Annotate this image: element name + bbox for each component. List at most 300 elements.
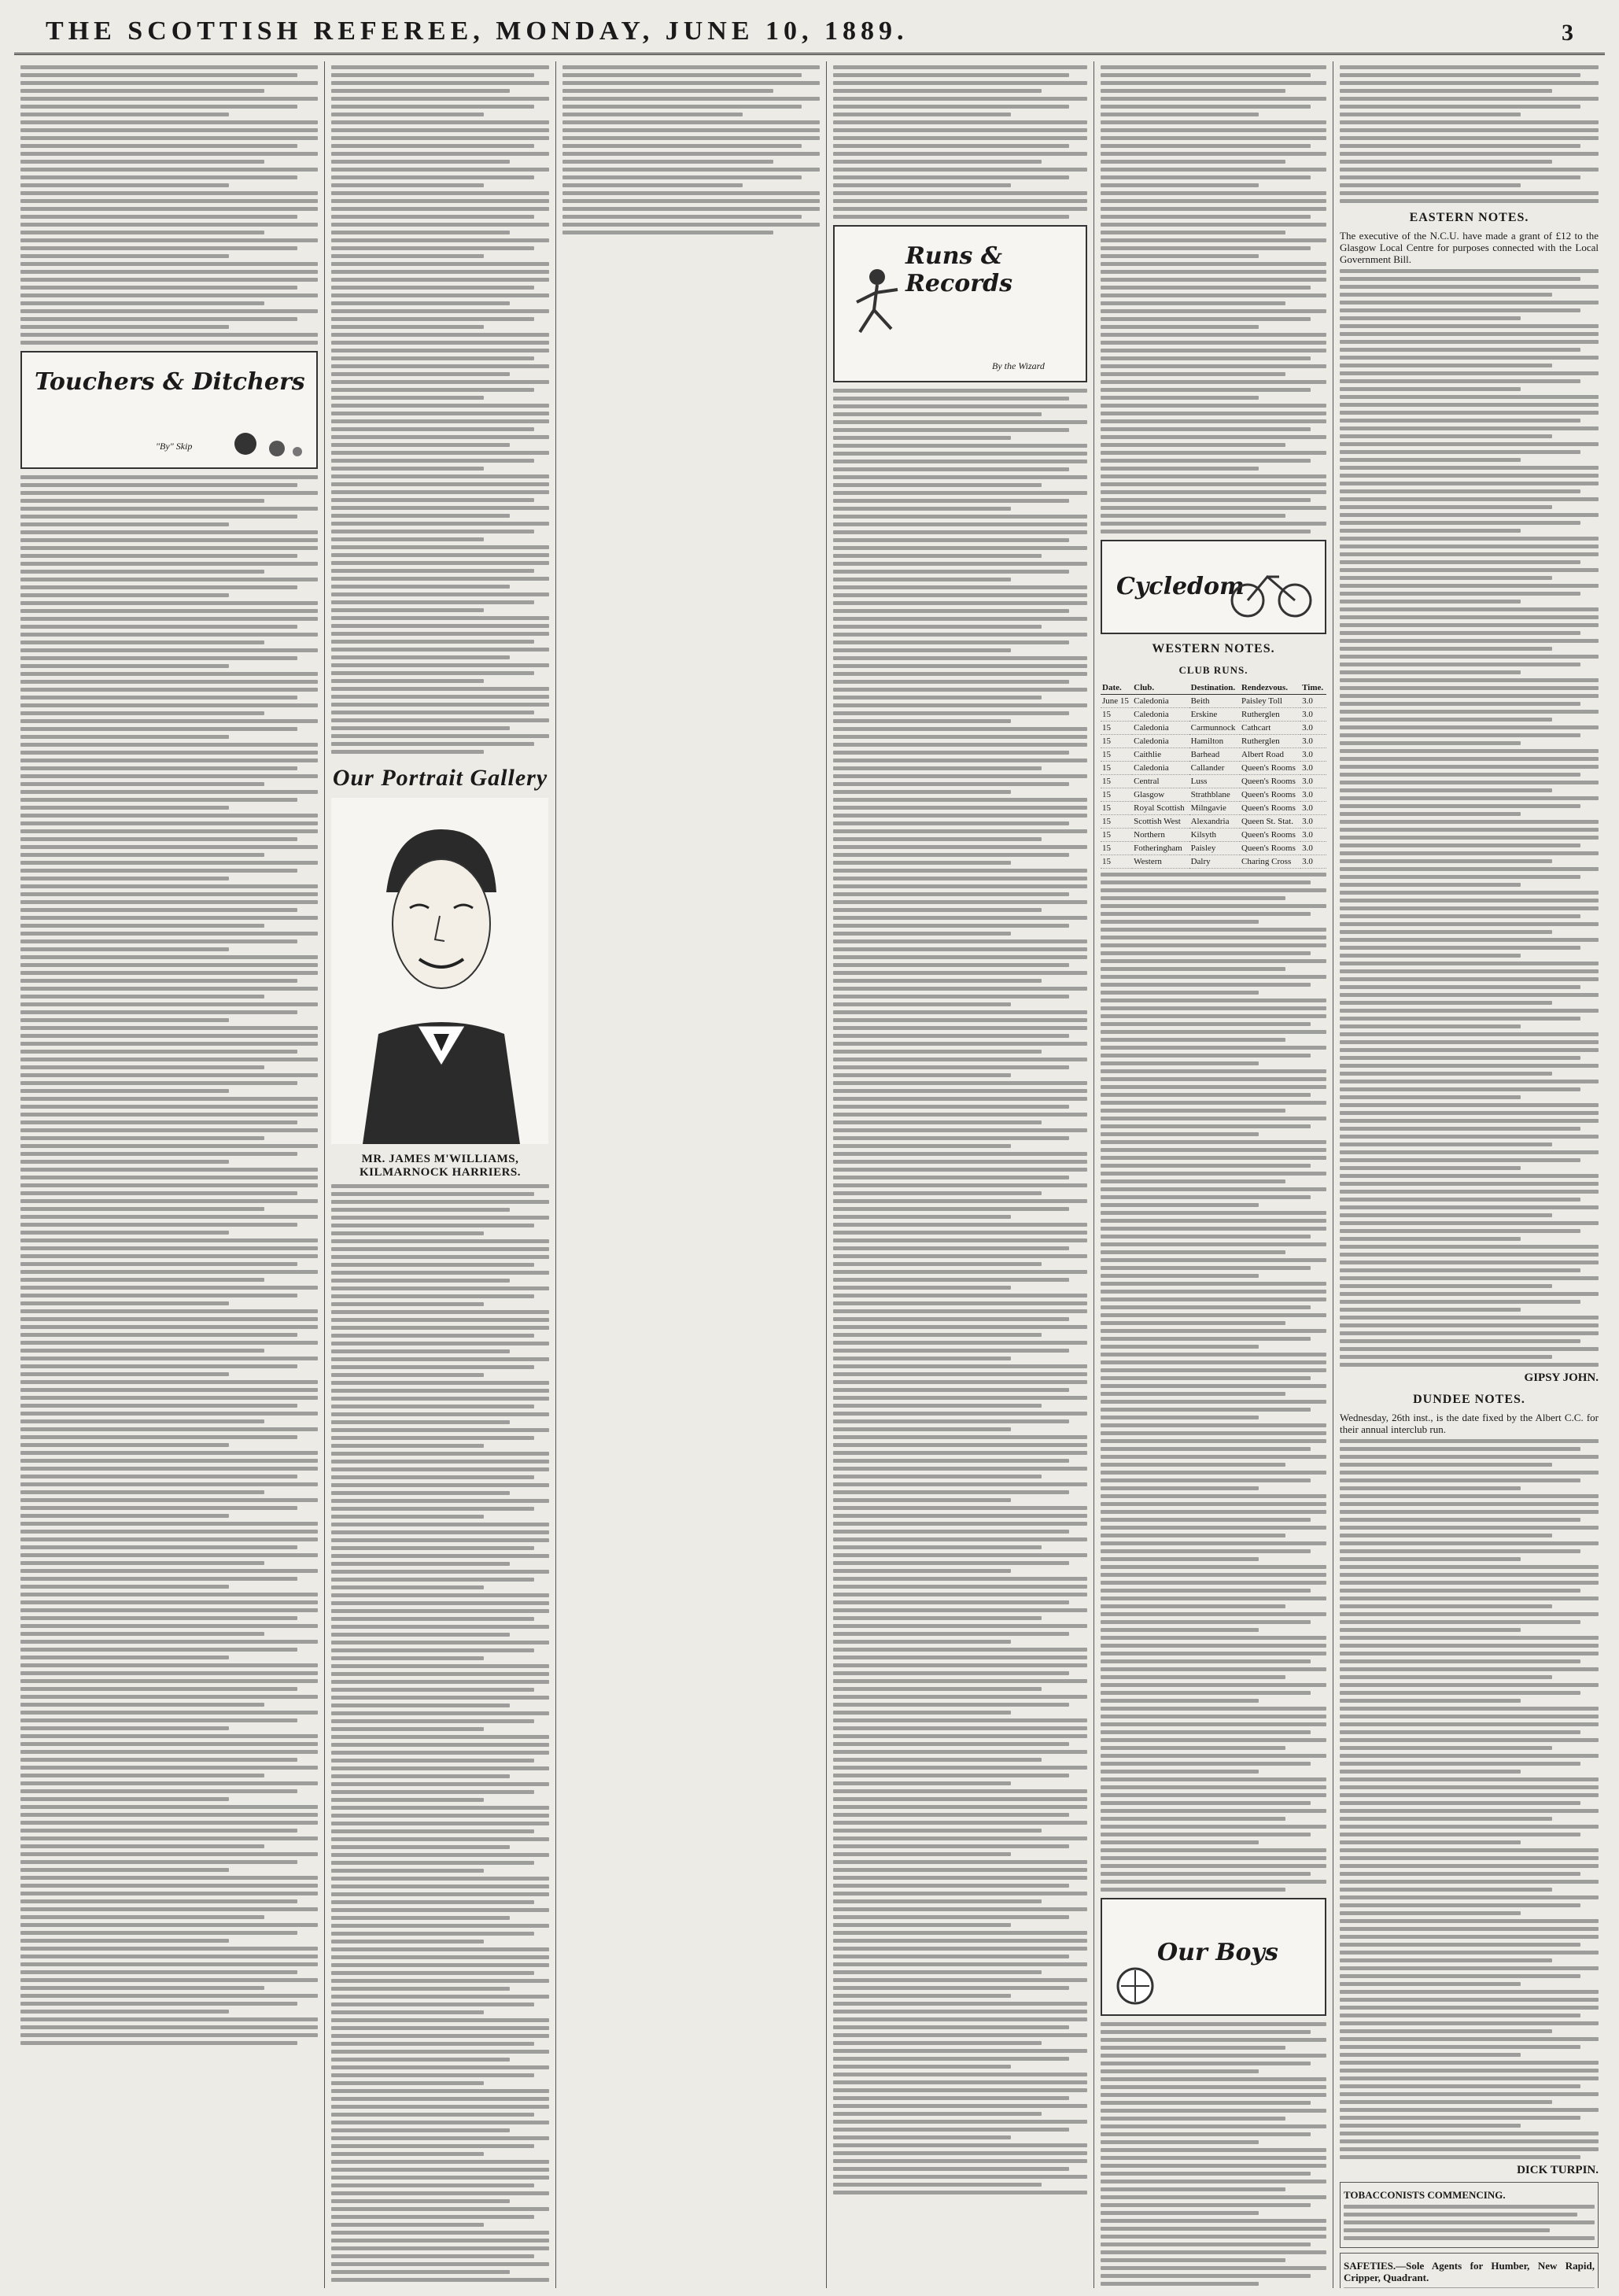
text-line xyxy=(331,1869,484,1873)
text-line xyxy=(833,2096,1069,2100)
text-line xyxy=(1101,105,1311,109)
text-line xyxy=(833,735,1087,739)
text-line xyxy=(331,1546,534,1550)
text-line xyxy=(20,168,318,172)
text-line xyxy=(833,191,1087,195)
column-2 xyxy=(324,61,555,2288)
text-line xyxy=(1340,1064,1599,1068)
text-line xyxy=(20,73,297,77)
text-line xyxy=(1101,309,1326,313)
text-line xyxy=(1101,991,1259,995)
text-line xyxy=(1101,1117,1326,1120)
text-line xyxy=(20,1191,297,1195)
text-line xyxy=(20,183,229,187)
text-line xyxy=(1101,522,1326,526)
club-runs-table xyxy=(1101,681,1326,869)
text-line xyxy=(1340,1174,1599,1178)
text-line xyxy=(1340,1111,1599,1115)
text-line xyxy=(1344,2205,1595,2209)
text-line xyxy=(1101,364,1326,368)
text-line xyxy=(20,1120,297,1124)
table-cell: 3.0 xyxy=(1300,855,1326,869)
text-line xyxy=(331,1877,549,1881)
text-line xyxy=(1101,1242,1326,1246)
text-line xyxy=(833,436,1011,440)
text-line xyxy=(20,1805,318,1809)
text-line xyxy=(20,1970,297,1974)
text-line xyxy=(1340,1730,1580,1734)
column-3 xyxy=(555,61,826,2288)
text-line xyxy=(1101,2250,1326,2254)
table-cell: Caledonia xyxy=(1132,735,1189,748)
text-line xyxy=(833,1970,1042,1974)
text-line xyxy=(20,1199,318,1203)
text-line xyxy=(1101,1762,1311,1766)
text-line xyxy=(833,995,1069,999)
text-line xyxy=(20,1254,318,1258)
text-line xyxy=(1340,2037,1599,2041)
text-line xyxy=(20,1577,297,1581)
text-line xyxy=(20,1506,297,1510)
text-line xyxy=(331,569,534,573)
text-line xyxy=(1340,1707,1599,1711)
text-line xyxy=(562,89,773,93)
text-line xyxy=(833,845,1087,849)
text-line xyxy=(833,1860,1087,1864)
western-notes-heading: WESTERN NOTES. xyxy=(1152,642,1275,655)
text-line xyxy=(1101,1518,1311,1522)
text-line xyxy=(331,2207,549,2211)
text-line xyxy=(833,1357,1011,1360)
column-4 xyxy=(826,61,1093,2288)
text-line xyxy=(20,1309,318,1313)
text-line xyxy=(1101,451,1326,455)
text-line xyxy=(1101,1652,1326,1656)
text-line xyxy=(331,711,534,714)
text-line xyxy=(1340,537,1599,541)
text-line xyxy=(20,837,297,841)
columns xyxy=(14,61,1605,2288)
bicycle-icon xyxy=(1224,557,1318,620)
text-line xyxy=(20,664,229,668)
text-line xyxy=(1101,1644,1326,1648)
text-line xyxy=(833,1270,1087,1274)
table-row xyxy=(1101,855,1326,869)
text-line xyxy=(331,128,549,132)
text-line xyxy=(1340,466,1599,470)
text-line xyxy=(833,507,1011,511)
text-line xyxy=(1340,1268,1580,1272)
text-line xyxy=(562,175,802,179)
text-line xyxy=(1340,1777,1599,1781)
text-line xyxy=(20,1545,297,1549)
text-line xyxy=(20,1333,297,1337)
text-line xyxy=(331,286,534,290)
text-line xyxy=(1101,191,1326,195)
text-line xyxy=(20,152,318,156)
text-line xyxy=(20,696,297,700)
text-line xyxy=(833,939,1087,943)
text-line xyxy=(1340,426,1599,430)
text-line xyxy=(1340,2155,1580,2159)
text-line xyxy=(833,1294,1087,1297)
text-line xyxy=(833,1994,1011,1998)
text-line xyxy=(1340,1683,1599,1687)
text-line xyxy=(1101,467,1259,471)
text-line xyxy=(833,2159,1087,2163)
text-line xyxy=(1101,498,1311,502)
text-line xyxy=(1340,1463,1552,1467)
text-line xyxy=(1340,828,1599,832)
table-cell: 3.0 xyxy=(1300,708,1326,722)
text-line xyxy=(20,1451,318,1455)
text-line xyxy=(1101,404,1326,408)
text-line xyxy=(833,1892,1087,1895)
text-line xyxy=(20,1884,318,1888)
text-line xyxy=(833,2049,1087,2053)
text-line xyxy=(20,1600,318,1604)
text-line xyxy=(1340,2124,1521,2128)
text-line xyxy=(20,301,264,305)
text-line xyxy=(331,231,510,234)
text-line xyxy=(20,1026,318,1030)
text-line xyxy=(833,869,1087,873)
text-line xyxy=(331,1452,549,1456)
text-line xyxy=(1340,796,1599,800)
text-line xyxy=(833,601,1087,605)
text-block xyxy=(1344,2205,1595,2240)
text-line xyxy=(20,735,229,739)
club-runs-heading: CLUB RUNS. xyxy=(1178,664,1248,676)
text-line xyxy=(331,1892,549,1896)
text-line xyxy=(20,1758,297,1762)
text-line xyxy=(1101,1219,1326,1223)
text-line xyxy=(833,2128,1069,2132)
text-line xyxy=(1340,2053,1521,2057)
text-line xyxy=(331,2191,549,2195)
text-line xyxy=(562,191,820,195)
text-line xyxy=(331,1971,534,1975)
text-line xyxy=(331,734,549,738)
text-line xyxy=(1340,718,1552,722)
text-line xyxy=(1340,1455,1599,1459)
text-line xyxy=(833,1640,1011,1644)
text-line xyxy=(1101,1573,1326,1577)
text-line xyxy=(20,601,318,605)
table-row xyxy=(1101,815,1326,829)
text-line xyxy=(20,1459,318,1463)
text-line xyxy=(1340,2006,1599,2010)
text-line xyxy=(1340,199,1599,203)
text-line xyxy=(20,640,264,644)
text-line xyxy=(833,404,1087,408)
text-block xyxy=(1340,1439,1599,2159)
text-line xyxy=(1101,1148,1326,1152)
text-line xyxy=(20,1624,318,1628)
text-line xyxy=(562,81,820,85)
text-line xyxy=(833,680,1069,684)
text-line xyxy=(331,2058,510,2062)
text-line xyxy=(1340,1604,1552,1608)
text-line xyxy=(833,1042,1087,1046)
text-line xyxy=(20,1435,297,1439)
table-row xyxy=(1101,722,1326,735)
text-line xyxy=(331,325,484,329)
text-line xyxy=(1101,1282,1326,1286)
text-line xyxy=(20,309,318,313)
text-line xyxy=(1340,2132,1599,2135)
text-line xyxy=(20,293,318,297)
text-line xyxy=(20,1553,318,1557)
text-line xyxy=(833,428,1069,432)
text-line xyxy=(20,2041,297,2045)
text-line xyxy=(20,869,297,873)
text-line xyxy=(833,837,1042,841)
text-line xyxy=(1340,1166,1521,1170)
text-line xyxy=(1101,120,1326,124)
text-line xyxy=(833,1018,1087,1022)
text-line xyxy=(20,1113,318,1117)
text-line xyxy=(562,231,773,234)
portrait-caption: MR. JAMES M'WILLIAMS, KILMARNOCK HARRIERS. xyxy=(359,1153,521,1179)
text-line xyxy=(20,585,297,589)
text-line xyxy=(20,1412,318,1416)
text-line xyxy=(20,1073,318,1077)
text-line xyxy=(833,1821,1087,1825)
text-line xyxy=(1101,1101,1326,1105)
text-line xyxy=(1101,1636,1326,1640)
text-line xyxy=(331,1420,510,1424)
text-line xyxy=(20,191,318,195)
text-line xyxy=(1101,1777,1326,1781)
text-block xyxy=(20,475,318,2045)
runs-records-byline: By the Wizard xyxy=(992,360,1045,371)
text-line xyxy=(1101,1321,1285,1325)
text-line xyxy=(833,814,1087,818)
text-line xyxy=(1340,576,1552,580)
text-line xyxy=(833,1333,1042,1337)
text-line xyxy=(1101,286,1311,290)
text-line xyxy=(833,1522,1087,1526)
text-line xyxy=(833,2167,1069,2171)
text-line xyxy=(1101,1722,1326,1726)
text-line xyxy=(833,648,1011,652)
ad-heading: SAFETIES.—Sole Agents for Humber, New Rapid, Cripper, Quadrant. xyxy=(1344,2260,1595,2283)
text-line xyxy=(1340,1229,1580,1233)
text-line xyxy=(1101,2022,1326,2026)
text-line xyxy=(833,144,1069,148)
text-line xyxy=(833,1907,1087,1911)
text-line xyxy=(20,1876,318,1880)
text-line xyxy=(1340,1103,1599,1107)
text-line xyxy=(331,1625,549,1629)
text-line xyxy=(1101,223,1326,227)
text-line xyxy=(331,1995,549,1999)
text-line xyxy=(1101,2062,1311,2065)
text-line xyxy=(1340,403,1599,407)
text-line xyxy=(1340,1785,1599,1789)
text-line xyxy=(20,1136,264,1140)
text-line xyxy=(1101,262,1326,266)
text-line xyxy=(20,538,318,542)
text-line xyxy=(331,1475,534,1479)
text-line xyxy=(20,1994,318,1998)
text-line xyxy=(20,1498,318,1502)
text-line xyxy=(20,971,318,975)
text-line xyxy=(562,215,802,219)
text-line xyxy=(20,939,297,943)
text-line xyxy=(1340,1770,1521,1774)
text-line xyxy=(331,1861,534,1865)
text-line xyxy=(1340,1331,1599,1335)
text-line xyxy=(1340,2029,1552,2033)
text-line xyxy=(20,711,264,715)
text-line xyxy=(20,1852,318,1856)
text-line xyxy=(331,2223,484,2227)
text-line xyxy=(833,1396,1087,1400)
text-line xyxy=(20,1050,297,1054)
text-line xyxy=(331,105,534,109)
text-line xyxy=(1340,891,1599,895)
text-line xyxy=(20,743,318,747)
text-line xyxy=(20,1829,297,1833)
text-line xyxy=(1101,1478,1311,1482)
table-cell: 3.0 xyxy=(1300,829,1326,842)
text-line xyxy=(20,65,318,69)
text-line xyxy=(1101,1659,1311,1663)
text-line xyxy=(331,89,510,93)
text-line xyxy=(833,743,1087,747)
text-line xyxy=(331,333,549,337)
text-line xyxy=(20,1703,264,1707)
text-line xyxy=(1101,2030,1311,2034)
table-cell: Cathcart xyxy=(1240,722,1300,735)
text-line xyxy=(1101,1368,1326,1372)
text-line xyxy=(1340,1840,1521,1844)
text-line xyxy=(833,578,1011,581)
text-line xyxy=(1101,1187,1326,1191)
text-line xyxy=(331,152,549,156)
text-line xyxy=(331,270,549,274)
text-line xyxy=(1340,560,1580,564)
text-line xyxy=(1101,2124,1326,2128)
table-cell: Albert Road xyxy=(1240,748,1300,762)
text-line xyxy=(833,1514,1087,1518)
text-line xyxy=(1101,1817,1285,1821)
text-line xyxy=(1340,663,1580,666)
text-line xyxy=(331,380,549,384)
text-line xyxy=(833,766,1042,770)
text-line xyxy=(1340,836,1599,840)
text-line xyxy=(833,1600,1069,1604)
text-line xyxy=(833,215,1069,219)
text-line xyxy=(1101,1408,1311,1412)
text-line xyxy=(833,89,1042,93)
text-line xyxy=(331,2176,549,2180)
text-line xyxy=(833,2151,1087,2155)
table-row xyxy=(1101,748,1326,762)
text-line xyxy=(1101,168,1326,172)
text-line xyxy=(1344,2236,1595,2240)
text-line xyxy=(833,2112,1042,2116)
text-line xyxy=(20,89,264,93)
text-line xyxy=(1101,1699,1259,1703)
text-line xyxy=(833,1718,1087,1722)
text-line xyxy=(331,1759,534,1763)
text-line xyxy=(331,1570,549,1574)
text-line xyxy=(20,593,229,597)
table-row xyxy=(1101,708,1326,722)
text-line xyxy=(1340,2021,1599,2025)
table-cell: Luss xyxy=(1189,775,1240,788)
text-line xyxy=(1340,615,1599,619)
table-header-row xyxy=(1101,681,1326,695)
text-line xyxy=(833,947,1087,951)
text-line xyxy=(20,680,318,684)
table-cell: Milngavie xyxy=(1189,802,1240,815)
text-line xyxy=(20,1616,297,1620)
text-line xyxy=(20,475,318,479)
text-line xyxy=(20,1537,318,1541)
text-line xyxy=(1340,1213,1552,1217)
text-line xyxy=(562,160,773,164)
text-line xyxy=(1101,270,1326,274)
text-line xyxy=(1101,975,1326,979)
text-line xyxy=(562,199,820,203)
text-line xyxy=(331,459,534,463)
table-row xyxy=(1101,762,1326,775)
text-line xyxy=(1340,2108,1599,2112)
text-line xyxy=(20,688,318,692)
text-line xyxy=(331,1381,549,1385)
text-line xyxy=(1340,1549,1580,1553)
text-line xyxy=(331,2270,510,2274)
text-line xyxy=(1101,920,1259,924)
text-line xyxy=(1340,1534,1552,1537)
text-line xyxy=(1101,904,1326,908)
text-line xyxy=(833,1498,1011,1502)
text-line xyxy=(1101,506,1326,510)
text-line xyxy=(1101,207,1326,211)
table-header-cell: Club. xyxy=(1132,681,1189,695)
table-cell: 3.0 xyxy=(1300,722,1326,735)
text-line xyxy=(331,671,534,675)
text-line xyxy=(1101,1494,1326,1498)
text-line xyxy=(1340,489,1580,493)
text-line xyxy=(1101,1486,1259,1490)
portrait-gallery-heading: Our Portrait Gallery xyxy=(332,765,548,791)
text-line xyxy=(1101,1054,1311,1058)
text-line xyxy=(331,144,534,148)
text-line xyxy=(1340,1009,1599,1013)
text-line xyxy=(20,1380,318,1384)
text-line xyxy=(331,1491,510,1495)
text-line xyxy=(833,633,1087,637)
text-line xyxy=(1340,168,1599,172)
text-line xyxy=(331,1286,549,1290)
text-line xyxy=(1340,128,1599,132)
text-line xyxy=(562,183,743,187)
text-line xyxy=(331,1231,484,1235)
text-line xyxy=(1101,1738,1326,1742)
table-cell: Paisley Toll xyxy=(1240,695,1300,708)
text-line xyxy=(20,105,297,109)
runs-records-heading: Runs & Records xyxy=(905,242,1012,297)
text-line xyxy=(331,1530,549,1534)
text-line xyxy=(331,388,534,392)
table-cell: Erskine xyxy=(1189,708,1240,722)
text-line xyxy=(1340,1447,1580,1451)
